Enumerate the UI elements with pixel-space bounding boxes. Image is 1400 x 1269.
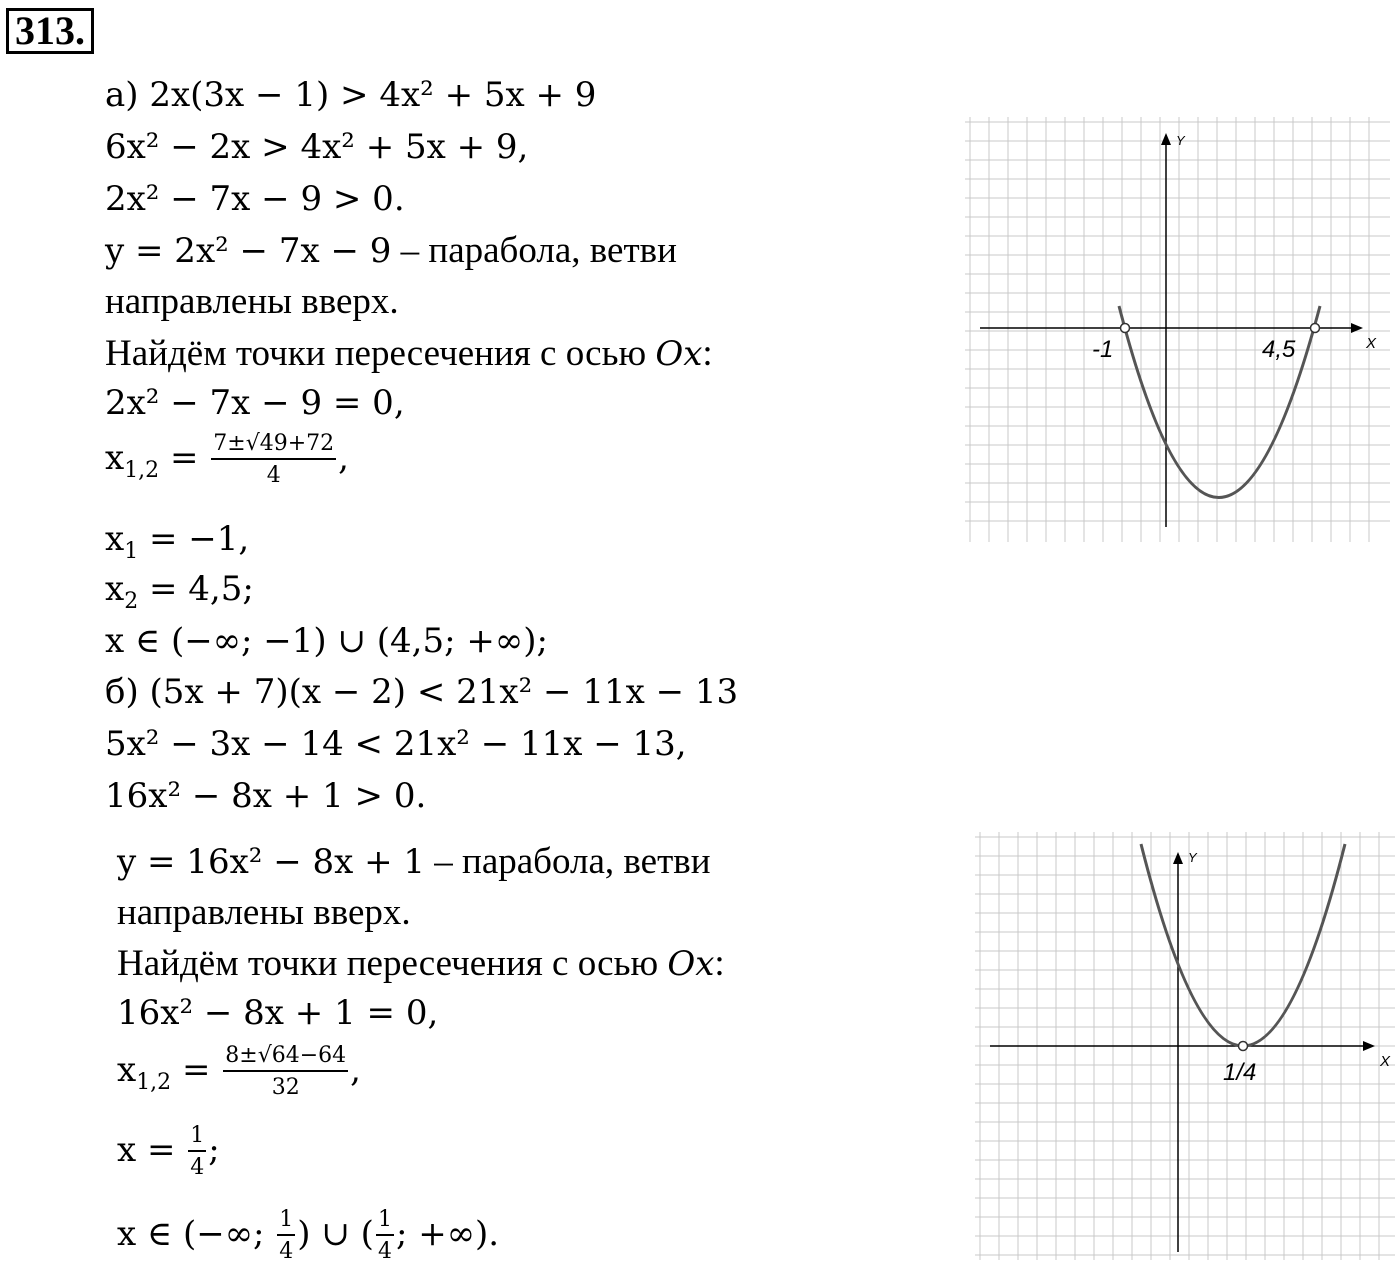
part-b-line-8 — [117, 1044, 361, 1100]
graph-b-root-label: 1/4 — [1223, 1059, 1257, 1086]
part-b-x12-fraction — [223, 1044, 348, 1100]
graph-a-parabola — [1119, 306, 1320, 498]
part-b-x12-sub: 1,2 — [136, 1070, 172, 1096]
part-b-answer-fraction-2 — [376, 1208, 394, 1264]
part-b-x-end: ; — [208, 1130, 220, 1171]
part-a-x12-denominator: 4 — [266, 463, 281, 489]
graph-a-grid — [965, 117, 1390, 542]
part-b-colon: : — [714, 943, 725, 984]
part-a-x12-fraction — [211, 432, 336, 488]
graph-b-y-label: Y — [1188, 850, 1197, 865]
part-b-answer-num-1: 1 — [277, 1208, 295, 1236]
graph-a-y-arrow-icon — [1161, 133, 1171, 145]
graph-a — [965, 117, 1390, 542]
part-b-line-3: 16x² − 8x + 1 > 0. — [105, 776, 427, 816]
part-b-x12-eq: = — [171, 1050, 222, 1091]
part-b-x-fraction — [188, 1124, 206, 1180]
part-b-answer-mid: ) ∪ ( — [297, 1214, 374, 1255]
part-b-parabola-text: – парабола, ветви — [425, 841, 711, 882]
part-b-answer-den-2: 4 — [377, 1239, 392, 1265]
part-a-x1-value: = −1, — [138, 519, 250, 559]
part-b-x12-denominator: 32 — [271, 1075, 300, 1101]
part-a-line-3: 2x² − 7x − 9 > 0. — [105, 179, 405, 219]
part-a-line-1: а) 2x(3x − 1) > 4x² + 5x + 9 — [105, 75, 597, 115]
part-a-function: y = 2x² − 7x − 9 — [105, 231, 392, 271]
part-b-x12-end: , — [350, 1050, 361, 1091]
part-a-line-4 — [105, 232, 677, 269]
graph-b — [975, 832, 1395, 1260]
graph-a-root-1-point — [1121, 324, 1130, 333]
part-a-x1-var: x — [105, 519, 125, 559]
part-a-answer: x ∈ (−∞; −1) ∪ (4,5; +∞); — [105, 621, 548, 661]
part-b-line-5: направлены вверх. — [117, 892, 411, 933]
part-b-line-2: 5x² − 3x − 14 < 21x² − 11x − 13, — [105, 724, 687, 764]
part-b-x-denominator: 4 — [190, 1155, 205, 1181]
part-a-x12-sub: 1,2 — [124, 458, 160, 484]
part-a-x2-value: = 4,5; — [138, 569, 254, 609]
graph-b-x-label: X — [1380, 1053, 1391, 1070]
graph-a-root-2-point — [1311, 324, 1320, 333]
graph-a-x-label: X — [1366, 335, 1377, 352]
part-b-axis-name: Ox — [667, 944, 715, 984]
part-a-x12-var: x — [105, 438, 125, 479]
part-a-x12-eq: = — [159, 438, 210, 479]
part-b-function: y = 16x² − 8x + 1 — [117, 842, 426, 882]
part-a-line-7: 2x² − 7x − 9 = 0, — [105, 383, 405, 423]
part-a-x12-end: , — [338, 438, 349, 479]
part-b-line-7: 16x² − 8x + 1 = 0, — [117, 993, 439, 1033]
part-a-x1-sub: 1 — [124, 539, 139, 564]
part-a-parabola-text: – парабола, ветви — [391, 230, 677, 271]
part-a-colon: : — [702, 333, 713, 374]
part-a-line-5: направлены вверх. — [105, 281, 399, 322]
part-a-line-10 — [105, 569, 254, 614]
part-b-answer-den-1: 4 — [279, 1239, 294, 1265]
graph-a-root-1-label: -1 — [1092, 336, 1114, 363]
part-b-x-numerator: 1 — [188, 1124, 206, 1152]
part-b-answer-fraction-1 — [277, 1208, 295, 1264]
part-a-find-text: Найдём точки пересечения с осью — [105, 333, 656, 374]
graph-a-y-label: Y — [1176, 133, 1185, 148]
graph-b-y-arrow-icon — [1173, 852, 1183, 864]
graph-b-root-point — [1239, 1042, 1248, 1051]
part-a-x12-numerator: 7±√49+72 — [211, 432, 336, 460]
part-b-line-6 — [117, 945, 725, 982]
part-a-line-8 — [105, 432, 349, 488]
problem-number: 313. — [6, 8, 94, 54]
graph-b-x-arrow-icon — [1363, 1041, 1375, 1051]
part-b-answer-start: x ∈ (−∞; — [117, 1214, 276, 1255]
graph-a-root-2-label: 4,5 — [1262, 336, 1296, 363]
part-a-line-9 — [105, 519, 250, 564]
part-a-x2-var: x — [105, 569, 125, 609]
part-b-line-1: б) (5x + 7)(x − 2) < 21x² − 11x − 13 — [105, 672, 739, 712]
part-b-x12-numerator: 8±√64−64 — [223, 1044, 348, 1072]
part-b-x-eq: x = — [117, 1130, 187, 1171]
part-a-axis-name: Ox — [655, 334, 703, 374]
part-a-x2-sub: 2 — [124, 589, 139, 614]
part-b-find-text: Найдём точки пересечения с осью — [117, 943, 668, 984]
part-b-line-9 — [117, 1124, 220, 1180]
part-b-answer — [117, 1208, 499, 1264]
part-b-answer-end: ; +∞). — [395, 1214, 500, 1255]
part-a-line-6 — [105, 335, 713, 372]
part-a-line-2: 6x² − 2x > 4x² + 5x + 9, — [105, 127, 529, 167]
part-b-answer-num-2: 1 — [376, 1208, 394, 1236]
part-b-line-4 — [117, 843, 711, 880]
part-b-x12-var: x — [117, 1050, 137, 1091]
graph-b-parabola — [1141, 844, 1345, 1046]
